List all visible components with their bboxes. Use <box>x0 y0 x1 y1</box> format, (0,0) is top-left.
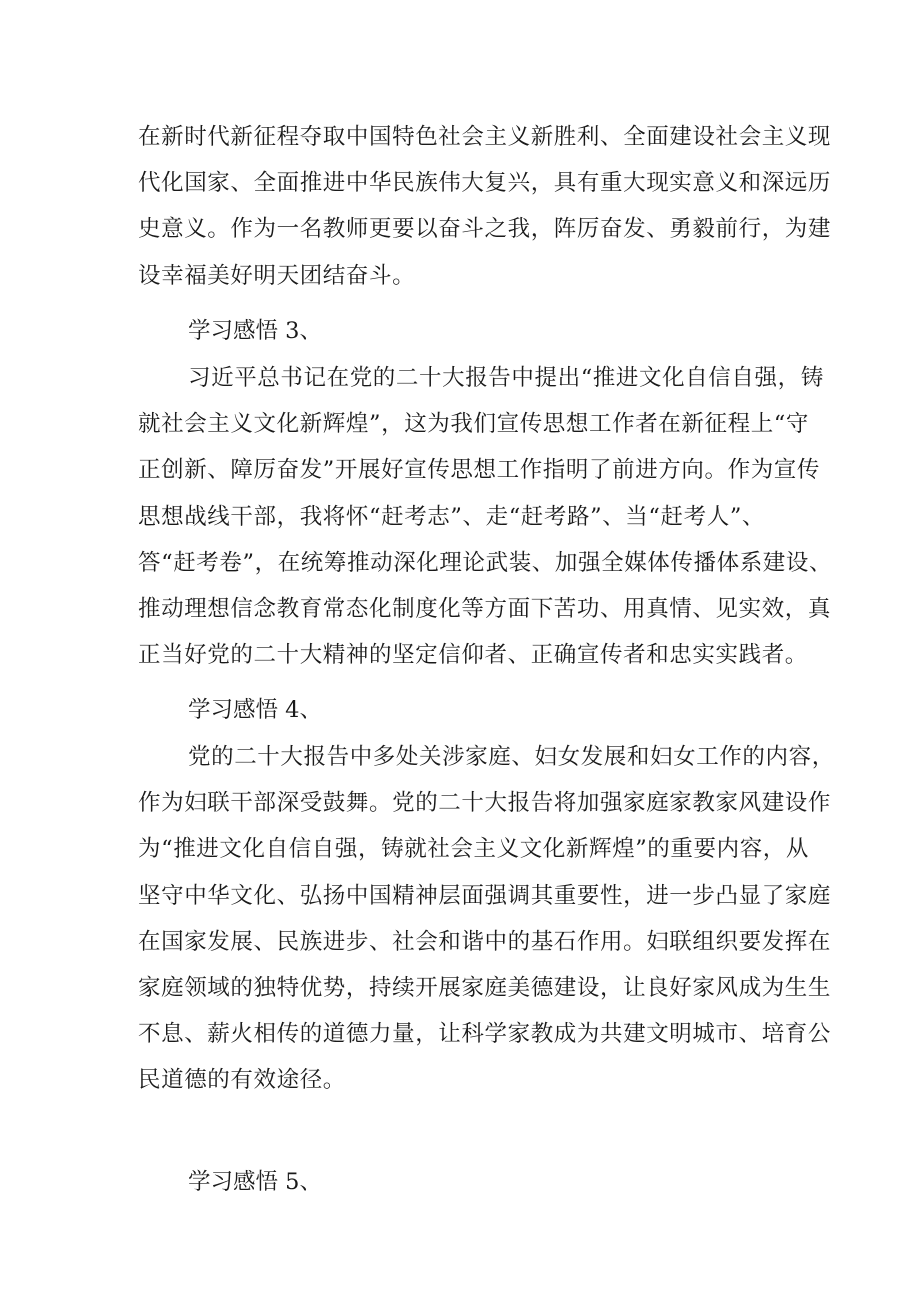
paragraph-line: 在新时代新征程夺取中国特色社会主义新胜利、全面建设社会主义现 <box>138 124 832 150</box>
paragraph-4 <box>138 734 835 1104</box>
paragraph-line: 史意义。作为一名教师更要以奋斗之我，阵厉奋发、勇毅前行，为建 <box>138 216 832 243</box>
paragraph-line: 民道德的有效途径。 <box>138 1067 346 1094</box>
paragraph-line: 党的二十大报告中多处关涉家庭、妇女发展和妇女工作的内容， <box>188 744 835 770</box>
paragraph-line: 习近平总书记在党的二十大报告中提出“推进文化自信自强，铸 <box>188 365 824 391</box>
paragraph-line: 为“推进文化自信自强，铸就社会主义文化新辉煌”的重要内容，从 <box>138 836 810 863</box>
paragraph-1 <box>138 114 832 299</box>
paragraph-line: 答“赶考卷”，在统筹推动深化理论武装、加强全媒体传播体系建设、 <box>138 549 833 576</box>
section-heading-3: 学习感悟 3、 <box>188 318 322 344</box>
paragraph-line: 思想战线干部，我将怀“赶考志”、走“赶考路”、当“赶考人”、 <box>138 503 766 530</box>
paragraph-line: 在国家发展、民族进步、社会和谐中的基石作用。妇联组织要发挥在 <box>138 928 832 955</box>
paragraph-line: 推动理想信念教育常态化制度化等方面下苦功、用真情、见实效，真 <box>138 595 832 622</box>
paragraph-line: 设幸福美好明天团结奋斗。 <box>138 262 416 289</box>
paragraph-3 <box>138 355 833 678</box>
section-heading-4: 学习感悟 4、 <box>188 697 322 723</box>
paragraph-line: 代化国家、全面推进中华民族伟大复兴，具有重大现实意义和深远历 <box>138 170 832 197</box>
paragraph-line: 坚守中华文化、弘扬中国精神层面强调其重要性，进一步凸显了家庭 <box>138 882 832 909</box>
paragraph-line: 家庭领域的独特优势，持续开展家庭美德建设，让良好家风成为生生 <box>138 974 832 1001</box>
paragraph-line: 就社会主义文化新辉煌”，这为我们宣传思想工作者在新征程上“守 <box>138 411 810 438</box>
paragraph-line: 不息、薪火相传的道德力量，让科学家教成为共建文明城市、培育公 <box>138 1021 832 1048</box>
paragraph-line: 作为妇联干部深受鼓舞。党的二十大报告将加强家庭家教家风建设作 <box>138 790 832 817</box>
paragraph-line: 正创新、障厉奋发”开展好宣传思想工作指明了前进方向。作为宣传 <box>138 457 821 484</box>
paragraph-line: 正当好党的二十大精神的坚定信仰者、正确宣传者和忠实实践者。 <box>138 642 808 669</box>
section-heading-5: 学习感悟 5、 <box>188 1169 322 1195</box>
